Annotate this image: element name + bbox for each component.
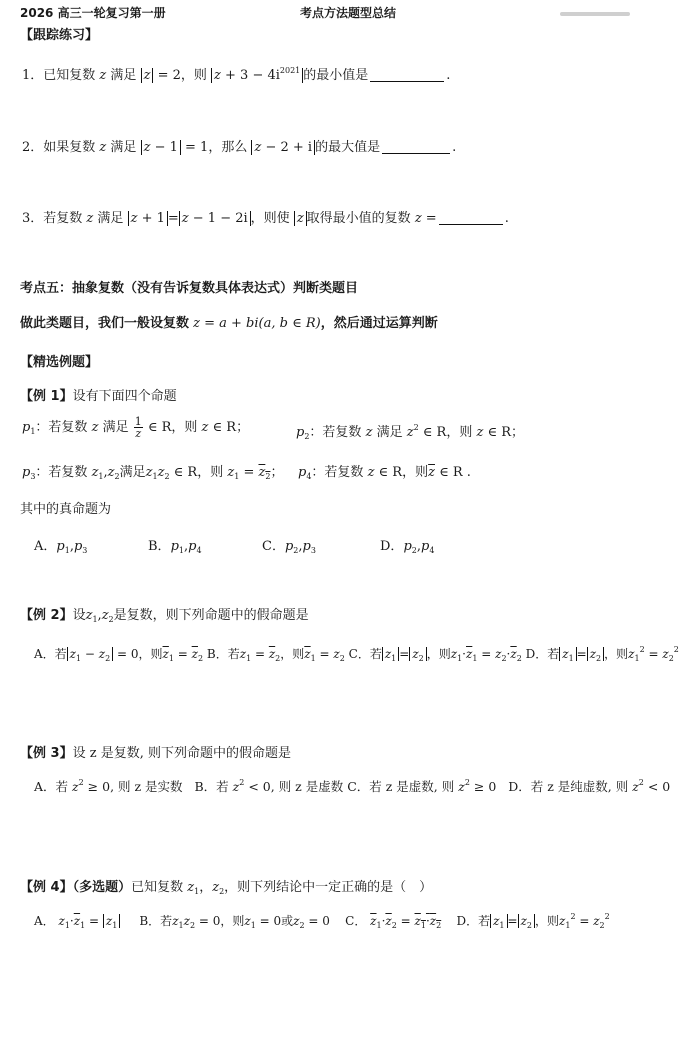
prop-p2: $p_2$：若复数 z 满足 $z^2$ ∈ R，则 z ∈ R； [296,423,525,441]
header-left: 2026 高三一轮复习第一册 [20,6,166,20]
question-1: 1．已知复数 z 满足 z = 2，则 $z + 3 - 4i^{2021}$ 的最小值是 . [22,66,451,83]
example-2-option-d[interactable]: D．若 $z_1 = z_2$ ，则$z_1^2 = z_2^2$ [525,645,679,663]
example-4-option-a[interactable]: A． $z_1\cdot\overline{z}_1 = z_1$ [34,914,120,928]
example-2-options [34,645,679,663]
question-3: 3．若复数 z 满足 z + 1 = z − 1 − 2i ，则使 z 取得最小值的复数 z = . [22,211,509,226]
example-3-option-a[interactable]: A．若 $z^2 \ge 0$, 则 z 是实数 [34,778,183,794]
example-3-header: 【例 3】设 z 是复数, 则下列命题中的假命题是 [20,746,291,761]
example-3-option-c[interactable]: C．若 z 是虚数, 则 $z^2 \ge 0$ [347,778,497,794]
answer-blank-1[interactable] [370,69,444,82]
prop-p3: $p_3$：若复数 $z_1,z_2$满足$z_1z_2$ ∈ R，则 $z_1 = z_2$； [22,465,284,481]
example-4-option-b[interactable]: B．若$z_1z_2 = 0$，则$z_1 = 0$或$z_2 = 0$ [139,914,330,930]
answer-blank-2[interactable] [382,141,450,154]
section-practice: 【跟踪练习】 [20,28,99,43]
example-4-option-c[interactable]: C． $\overline{z}_1\cdot\overline{z}_2 = z_1\cdot z_2$ [345,914,442,930]
example-4-header: 【例 4】（多选题）已知复数 $z_1$，$z_2$，则下列结论中一定正确的是（ ） [20,880,433,896]
example-2-option-b[interactable]: B．若$z_1 = \overline{z}_2$，则$\overline{z}_1 = z_2$ [206,647,345,663]
example-1-option-b[interactable]: B．$p_1,p_4$ [148,539,202,555]
example-2-header: 【例 2】设$z_1,z_2$是复数，则下列命题中的假命题是 [20,608,309,624]
example-4-option-d[interactable]: D．若 $z_1 = z_2$ ，则$z_1^2 = z_2^2$ [456,912,610,930]
point5-method: 做此类题目，我们一般设复数 z = a + bi(a, b ∈ R)，然后通过运算判断 [20,316,438,331]
example-3-option-b[interactable]: B．若 $z^2 < 0$, 则 z 是虚数 [194,778,344,794]
prop-p1: $p_1$：若复数 z 满足 $\frac{1}{z}$ ∈ R，则 z ∈ R； [22,415,250,440]
example-2-option-a[interactable]: A．若 $z_1 - z_2 = 0$，则$\overline{z}_1 = \overline{z}_2$ [34,647,204,663]
example-1-header: 【例 1】设有下面四个命题 [20,389,177,404]
header-smudge [560,12,630,16]
example-1-option-a[interactable]: A．$p_1,p_3$ [34,539,88,555]
point5-title: 考点五：抽象复数（没有告诉复数具体表达式）判断类题目 [20,281,359,296]
header-center: 考点方法题型总结 [300,6,397,20]
section-examples: 【精选例题】 [20,355,99,370]
example-1-option-d[interactable]: D．$p_2,p_4$ [380,539,435,555]
answer-blank-3[interactable] [439,212,503,225]
example-2-option-c[interactable]: C．若 $z_1 = z_2$ ，则$z_1\cdot\overline{z}_1 = z_2\cdot\overline{z}_2$ [348,647,522,663]
example-3-option-d[interactable]: D．若 z 是纯虚数, 则 $z^2 < 0$ [508,778,671,794]
example-3-options [34,777,670,795]
question-2: 2．如果复数 z 满足 z − 1 = 1，那么 z − 2 + i 的最大值是 . [22,140,457,155]
prop-p4: $p_4$：若复数 z ∈ R，则$\overline{z}$ ∈ R . [298,465,471,481]
example-4-options [34,912,610,930]
example-1-ask: 其中的真命题为 [20,502,112,517]
example-1-option-c[interactable]: C．$p_2,p_3$ [262,539,316,555]
